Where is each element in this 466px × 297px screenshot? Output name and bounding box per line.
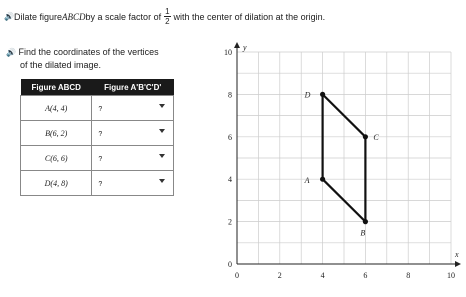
header-original-figure: Figure ABCD bbox=[21, 79, 92, 96]
figure-abcd bbox=[304, 90, 380, 237]
y-tick-label: 2 bbox=[228, 217, 232, 227]
x-tick-label: 6 bbox=[363, 271, 368, 280]
graph-axes bbox=[234, 42, 461, 267]
y-tick-label: 0 bbox=[228, 260, 232, 269]
vertex-point bbox=[363, 219, 368, 224]
x-tick-label: 2 bbox=[277, 271, 282, 280]
speaker-icon[interactable]: 🔊 bbox=[6, 48, 16, 57]
x-tick-label: 8 bbox=[406, 271, 411, 280]
dropdown-value: ? bbox=[98, 155, 103, 163]
vertex-label: D bbox=[304, 90, 311, 100]
y-axis-arrow bbox=[234, 42, 240, 48]
vertex-point bbox=[320, 92, 325, 97]
graph-grid bbox=[237, 52, 451, 264]
instructions-line-2: of the dilated image. bbox=[20, 60, 102, 70]
prompt-text-after: with the center of dilation at the origin. bbox=[173, 11, 326, 22]
x-axis-label: x bbox=[455, 250, 459, 259]
original-vertex: D(4, 8) bbox=[21, 171, 92, 196]
x-tick-label: 10 bbox=[447, 271, 455, 280]
fraction-numerator: 1 bbox=[165, 7, 170, 16]
prompt-figure-name: ABCD bbox=[62, 11, 86, 22]
y-tick-label: 8 bbox=[228, 90, 232, 100]
x-tick-label: 0 bbox=[235, 271, 239, 280]
instructions-line-1: Find the coordinates of the vertices bbox=[18, 47, 159, 57]
vertex-label: A bbox=[304, 176, 310, 186]
y-tick-label: 10 bbox=[224, 48, 232, 57]
x-tick-label: 4 bbox=[320, 271, 325, 280]
x-axis-arrow bbox=[455, 261, 461, 267]
prompt-text-middle: by a scale factor of bbox=[85, 11, 162, 22]
y-axis-label: y bbox=[243, 43, 247, 52]
header-image-figure: Figure A'B'C'D' bbox=[92, 79, 174, 96]
original-vertex: A(4, 4) bbox=[21, 96, 92, 121]
y-tick-label: 4 bbox=[228, 175, 232, 185]
original-vertex: C(6, 6) bbox=[21, 146, 92, 171]
prompt-text-before: Dilate figure bbox=[14, 11, 63, 22]
vertex-label: C bbox=[373, 132, 379, 142]
vertex-label: B bbox=[360, 228, 366, 238]
original-vertex: B(6, 2) bbox=[21, 121, 92, 146]
speaker-icon[interactable]: 🔊 bbox=[4, 12, 14, 21]
y-tick-label: 6 bbox=[228, 132, 232, 142]
dropdown-value: ? bbox=[98, 130, 103, 138]
dropdown-value: ? bbox=[98, 180, 103, 188]
fraction-denominator: 2 bbox=[165, 17, 170, 26]
dropdown-value: ? bbox=[98, 105, 103, 113]
vertex-point bbox=[363, 134, 368, 139]
vertex-point bbox=[320, 177, 325, 182]
